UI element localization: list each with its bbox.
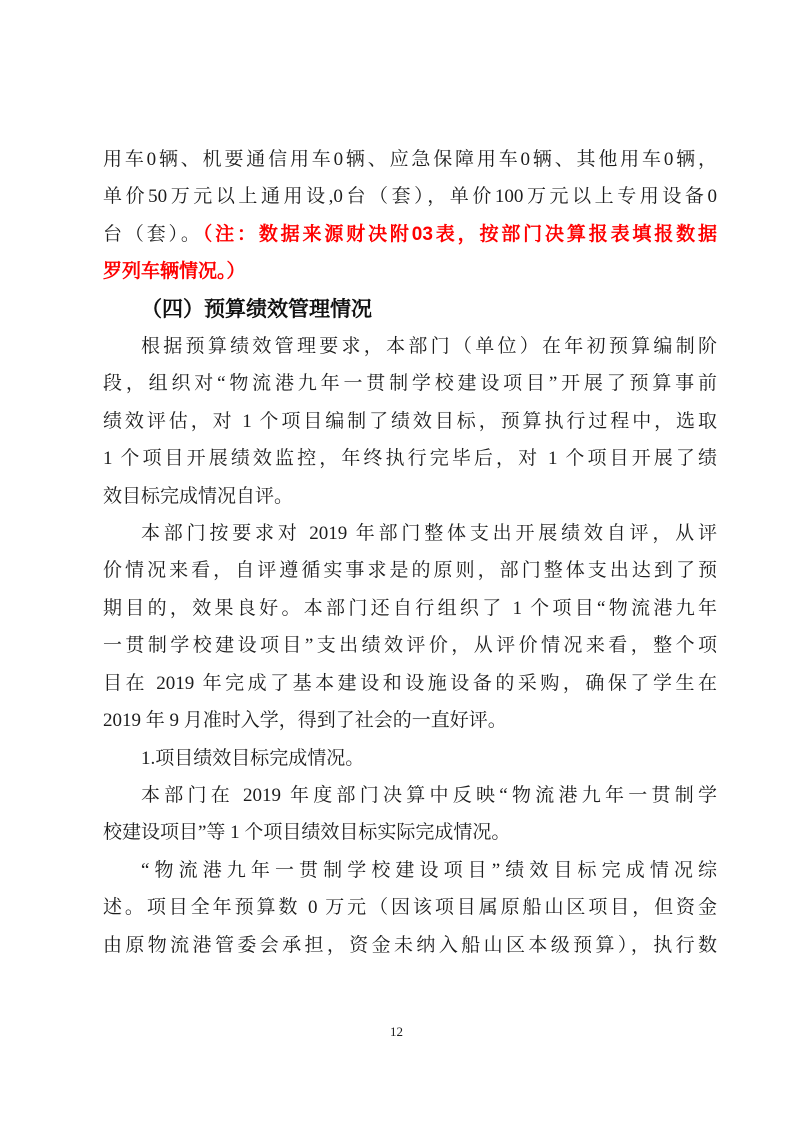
body-line: 一贯制学校建设项目”支出绩效评价，从评价情况来看，整个项 <box>103 635 717 657</box>
body-line: 本部门按要求对 2019 年部门整体支出开展绩效自评，从评 <box>141 523 717 545</box>
body-line: 述。项目全年预算数 0 万元（因该项目属原船山区项目，但资金 <box>103 897 717 919</box>
body-line: 单价50万元以上通用设,0台（套），单价100万元以上专用设备0 <box>103 186 717 208</box>
body-line: 根据预算绩效管理要求，本部门（单位）在年初预算编制阶 <box>141 336 717 358</box>
body-line: 绩效评估，对 1 个项目编制了绩效目标，预算执行过程中，选取 <box>103 410 717 432</box>
note-text: 罗列车辆情况。） <box>103 261 246 283</box>
body-line: 段，组织对“物流港九年一贯制学校建设项目”开展了预算事前 <box>103 373 717 395</box>
body-line: 效目标完成情况自评。 <box>103 485 294 507</box>
note-text: （注：数据来源财决附03表，按部门决算报表填报数据 <box>202 223 717 245</box>
document-body <box>103 141 717 964</box>
body-line: 本部门在 2019 年度部门决算中反映“物流港九年一贯制学 <box>141 784 717 806</box>
body-line <box>103 216 717 253</box>
body-line: 2019 年 9 月准时入学，得到了社会的一直好评。 <box>103 710 507 732</box>
body-text: 台（套）。 <box>103 223 203 245</box>
body-line: “物流港九年一贯制学校建设项目”绩效目标完成情况综 <box>141 859 717 881</box>
body-line: 期目的，效果良好。本部门还自行组织了 1 个项目“物流港九年 <box>103 597 717 619</box>
body-line: 价情况来看，自评遵循实事求是的原则，部门整体支出达到了预 <box>103 560 717 582</box>
body-line: 用车0辆、机要通信用车0辆、应急保障用车0辆、其他用车0辆， <box>103 149 717 170</box>
item-heading: 1.项目绩效目标完成情况。 <box>141 747 365 769</box>
body-line: 目在 2019 年完成了基本建设和设施设备的采购，确保了学生在 <box>103 672 717 694</box>
section-heading: （四）预算绩效管理情况 <box>141 297 372 321</box>
body-line: 1 个项目开展绩效监控，年终执行完毕后，对 1 个项目开展了绩 <box>103 448 717 470</box>
body-line: 由原物流港管委会承担，资金未纳入船山区本级预算），执行数 <box>103 934 717 956</box>
body-line: 校建设项目”等 1 个项目绩效目标实际完成情况。 <box>103 822 511 844</box>
page-number: 12 <box>390 1024 403 1039</box>
